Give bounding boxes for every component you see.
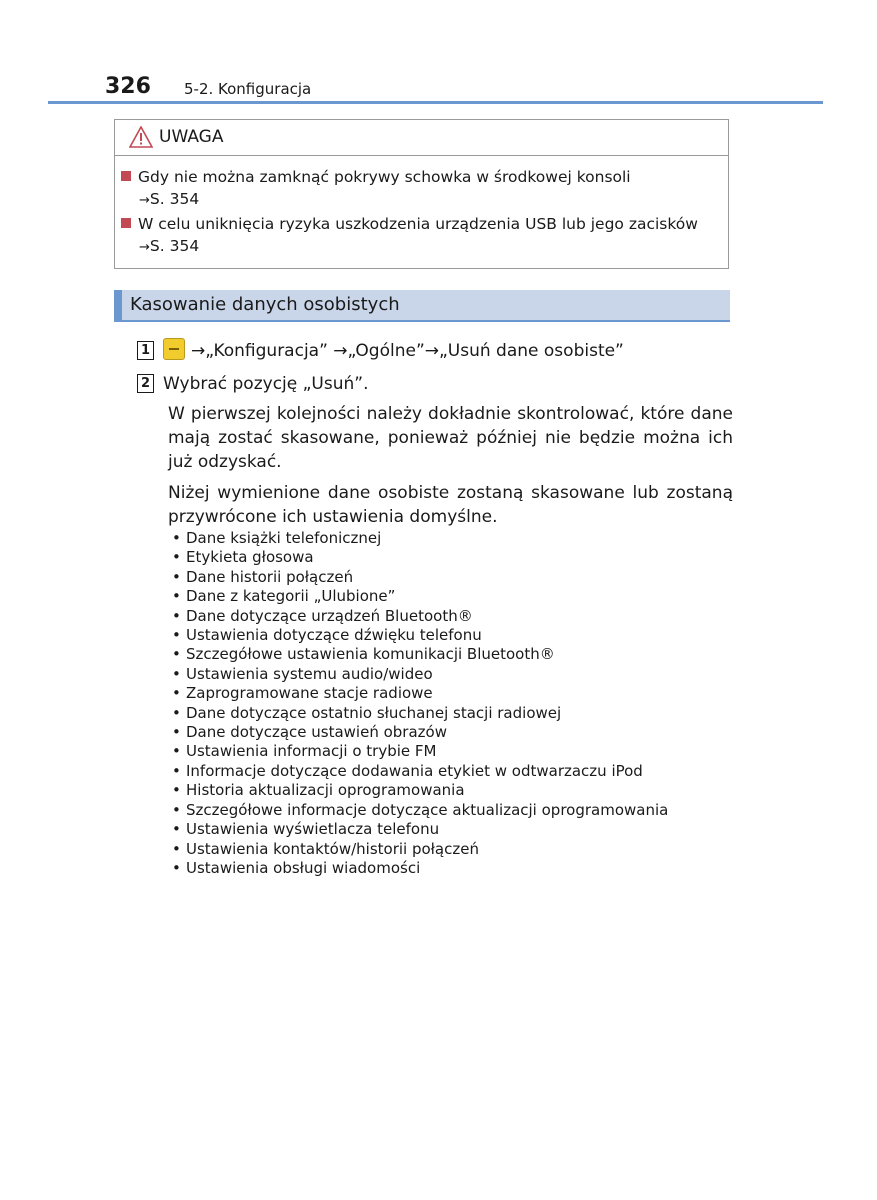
list-item: • Historia aktualizacji oprogramowania <box>172 781 668 800</box>
warning-item-text: W celu uniknięcia ryzyka uszkodzenia urządzenia USB lub jego zacisków <box>138 215 698 233</box>
list-item: • Ustawienia systemu audio/wideo <box>172 665 668 684</box>
list-item: • Zaprogramowane stacje radiowe <box>172 684 668 703</box>
page-reference[interactable]: S. 354 <box>149 237 200 255</box>
step-number: 1 <box>137 341 154 360</box>
section-label: 5-2. Konfiguracja <box>184 80 312 98</box>
list-item: • Ustawienia dotyczące dźwięku telefonu <box>172 626 668 645</box>
list-item: • Ustawienia obsługi wiadomości <box>172 859 668 878</box>
list-item: • Dane książki telefonicznej <box>172 529 668 548</box>
square-bullet-icon <box>121 218 131 228</box>
page-number: 326 <box>105 74 151 99</box>
section-title: Kasowanie danych osobistych <box>130 294 400 315</box>
list-item: • Dane dotyczące urządzeń Bluetooth® <box>172 607 668 626</box>
list-item: • Etykieta głosowa <box>172 548 668 567</box>
list-item: • Ustawienia wyświetlacza telefonu <box>172 820 668 839</box>
list-item: • Szczegółowe informacje dotyczące aktualizacji oprogramowania <box>172 801 668 820</box>
warning-title: UWAGA <box>159 127 224 147</box>
list-item: • Informacje dotyczące dodawania etykiet w odtwarzaczu iPod <box>172 762 668 781</box>
arrow-right-icon: → <box>139 193 150 208</box>
list-item: • Dane historii połączeń <box>172 568 668 587</box>
list-item: • Ustawienia informacji o trybie FM <box>172 742 668 761</box>
data-list <box>172 529 668 878</box>
warning-item <box>121 166 721 212</box>
warning-item-text: Gdy nie można zamknąć pokrywy schowka w środkowej konsoli <box>138 168 631 186</box>
header-divider <box>48 101 823 104</box>
square-bullet-icon <box>121 171 131 181</box>
paragraph: Niżej wymienione dane osobiste zostaną skasowane lub zostaną przywrócone ich ustawienia domyślne. <box>168 483 733 527</box>
list-item: • Dane dotyczące ostatnio słuchanej stacji radiowej <box>172 704 668 723</box>
step-text: Wybrać pozycję „Usuń”. <box>163 374 369 394</box>
step-text: →„Konfiguracja” →„Ogólne”→„Usuń dane osobiste” <box>191 341 624 361</box>
list-item: • Szczegółowe ustawienia komunikacji Bluetooth® <box>172 645 668 664</box>
arrow-right-icon: → <box>139 240 150 255</box>
step-1 <box>137 338 624 363</box>
list-item: • Dane dotyczące ustawień obrazów <box>172 723 668 742</box>
section-heading-band <box>114 290 730 322</box>
list-item: • Ustawienia kontaktów/historii połączeń <box>172 840 668 859</box>
paragraph: W pierwszej kolejności należy dokładnie skontrolować, które dane mają zostać skasowane, ponieważ później nie będzie można ich już odzyskać. <box>168 404 733 472</box>
warning-item <box>121 213 721 259</box>
warning-triangle-icon <box>129 126 153 148</box>
warning-box <box>114 119 729 269</box>
warning-header <box>115 120 728 156</box>
step-number: 2 <box>137 374 154 393</box>
page-reference[interactable]: S. 354 <box>149 190 200 208</box>
section-accent-bar <box>114 290 122 320</box>
step-2 <box>137 372 369 396</box>
list-item: • Dane z kategorii „Ulubione” <box>172 587 668 606</box>
menu-button-icon <box>163 338 185 360</box>
